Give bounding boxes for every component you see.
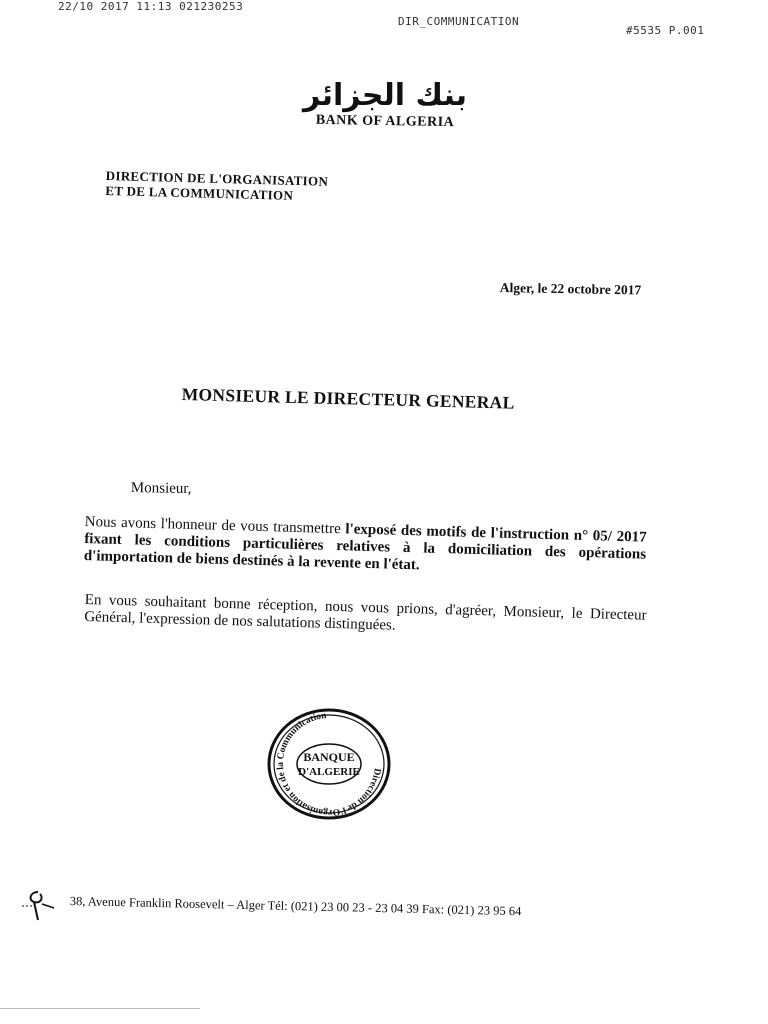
stamp-ring-text: Direction de l'Organisation et de la Communication [275, 711, 382, 818]
scan-edge-line [0, 1008, 200, 1009]
footer [20, 886, 620, 936]
department-line-1: DIRECTION DE L'ORGANISATION [105, 168, 329, 189]
body-paragraph-2: En vous souhaitant bonne réception, nous vous prions, d'agréer, Monsieur, le Directeur Général, l'expression de nos salutations distinguées. [84, 592, 647, 634]
department-line-2: ET DE LA COMMUNICATION [105, 182, 294, 203]
department-heading [105, 168, 328, 204]
bank-emblem-icon [20, 886, 66, 926]
paragraph-1-intro: Nous avons l'honneur de vous transmettre [84, 514, 346, 538]
salutation: Monsieur, [130, 480, 192, 498]
official-stamp [264, 706, 394, 822]
footer-address: 38, Avenue Franklin Roosevelt – Alger Tél: (021) 23 00 23 - 23 04 39 Fax: (021) 23 95 64 [69, 894, 522, 919]
recipient-heading: MONSIEUR LE DIRECTEUR GENERAL [181, 384, 515, 413]
body-paragraph-1 [84, 514, 647, 581]
bank-arabic-logotype: بنك الجزائر [303, 78, 467, 113]
bank-english-name: BANK OF ALGERIA [315, 112, 455, 131]
fax-header-page: #5535 P.001 [626, 24, 705, 37]
paragraph-1-bold: l'exposé des motifs de l'instruction n° 05/ 2017 fixant les conditions particulières relatives à la domiciliation des opérations d'importation de biens destinés à la revente en l'état. [83, 521, 647, 574]
date-line: Alger, le 22 octobre 2017 [499, 280, 642, 298]
fax-header-timestamp: 22/10 2017 11:13 021230253 [58, 0, 244, 13]
fax-header-sender: DIR_COMMUNICATION [398, 15, 520, 28]
stamp-center-line-1: BANQUE [303, 750, 355, 764]
stamp-center-line-2: D'ALGERIE [298, 766, 360, 778]
bank-letterhead [300, 80, 470, 130]
